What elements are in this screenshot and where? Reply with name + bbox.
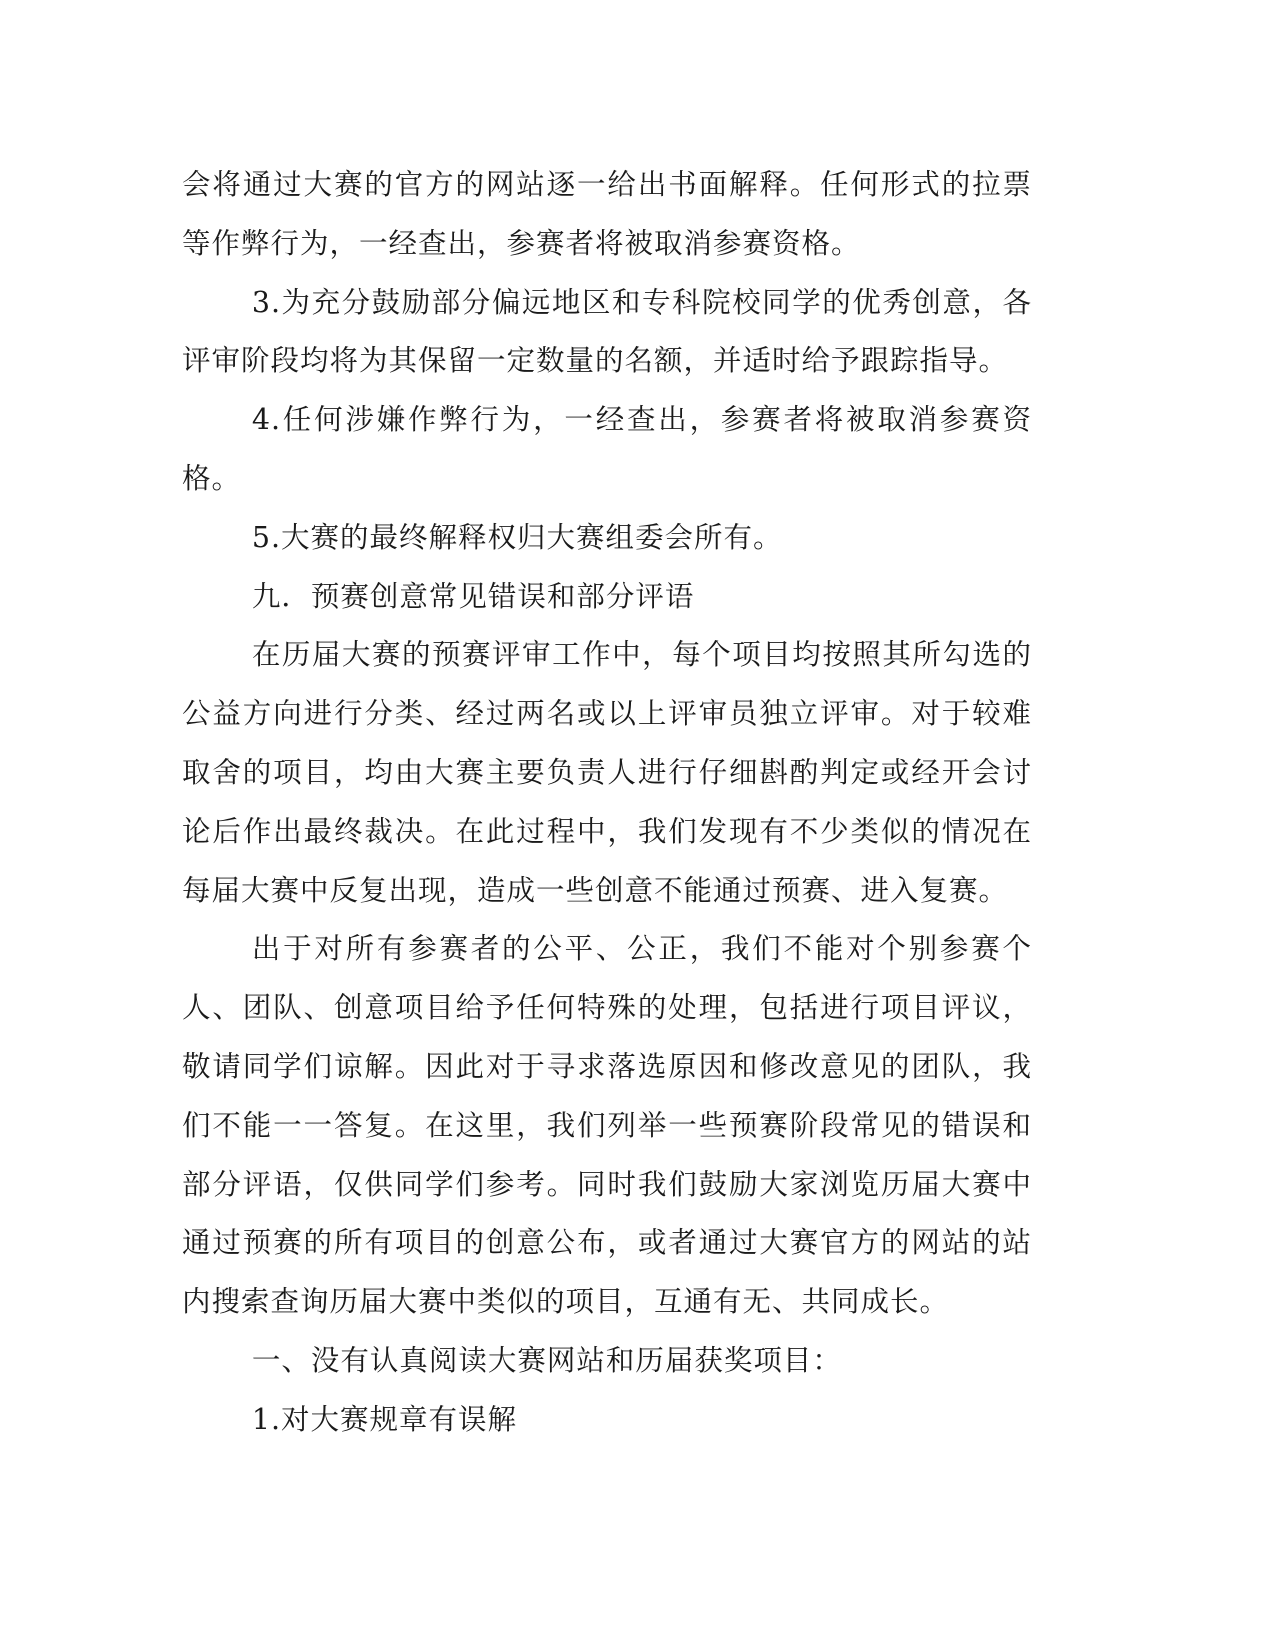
- subsection-heading-1: 一、没有认真阅读大赛网站和历届获奖项目：: [251, 1343, 842, 1377]
- text-column: [182, 156, 1032, 1450]
- paragraph-review-process: 在历届大赛的预赛评审工作中，每个项目均按照其所勾选的公益方向进行分类、经过两名或以上评审员独立评审。对于较难取舍的项目，均由大赛主要负责人进行仔细斟酌判定或经开会讨论后作出最终裁决。在此过程中，我们发现有不少类似的情况在每届大赛中反复出现，造成一些创意不能通过预赛、进入复赛。: [182, 638, 1032, 907]
- paragraph-rule-5: 5.大赛的最终解释权归大赛组委会所有。: [251, 520, 783, 554]
- section-heading-9: 九．预赛创意常见错误和部分评语: [251, 579, 695, 613]
- paragraph-fairness: 出于对所有参赛者的公平、公正，我们不能对个别参赛个人、团队、创意项目给予任何特殊的处理，包括进行项目评议，敬请同学们谅解。因此对于寻求落选原因和修改意见的团队，我们不能一一答复。在这里，我们列举一些预赛阶段常见的错误和部分评语，仅供同学们参考。同时我们鼓励大家浏览历届大赛中通过预赛的所有项目的创意公布，或者通过大赛官方的网站的站内搜索查询历届大赛中类似的项目，互通有无、共同成长。: [182, 932, 1032, 1319]
- paragraph-continuation: 会将通过大赛的官方的网站逐一给出书面解释。任何形式的拉票等作弊行为，一经查出，参赛者将被取消参赛资格。: [182, 168, 1032, 260]
- paragraph-rule-4: 4.任何涉嫌作弊行为，一经查出，参赛者将被取消参赛资格。: [182, 403, 1032, 495]
- paragraph-rule-3: 3.为充分鼓励部分偏远地区和专科院校同学的优秀创意，各评审阶段均将为其保留一定数量的名额，并适时给予跟踪指导。: [182, 285, 1032, 378]
- list-item-1: 1.对大赛规章有误解: [251, 1402, 518, 1436]
